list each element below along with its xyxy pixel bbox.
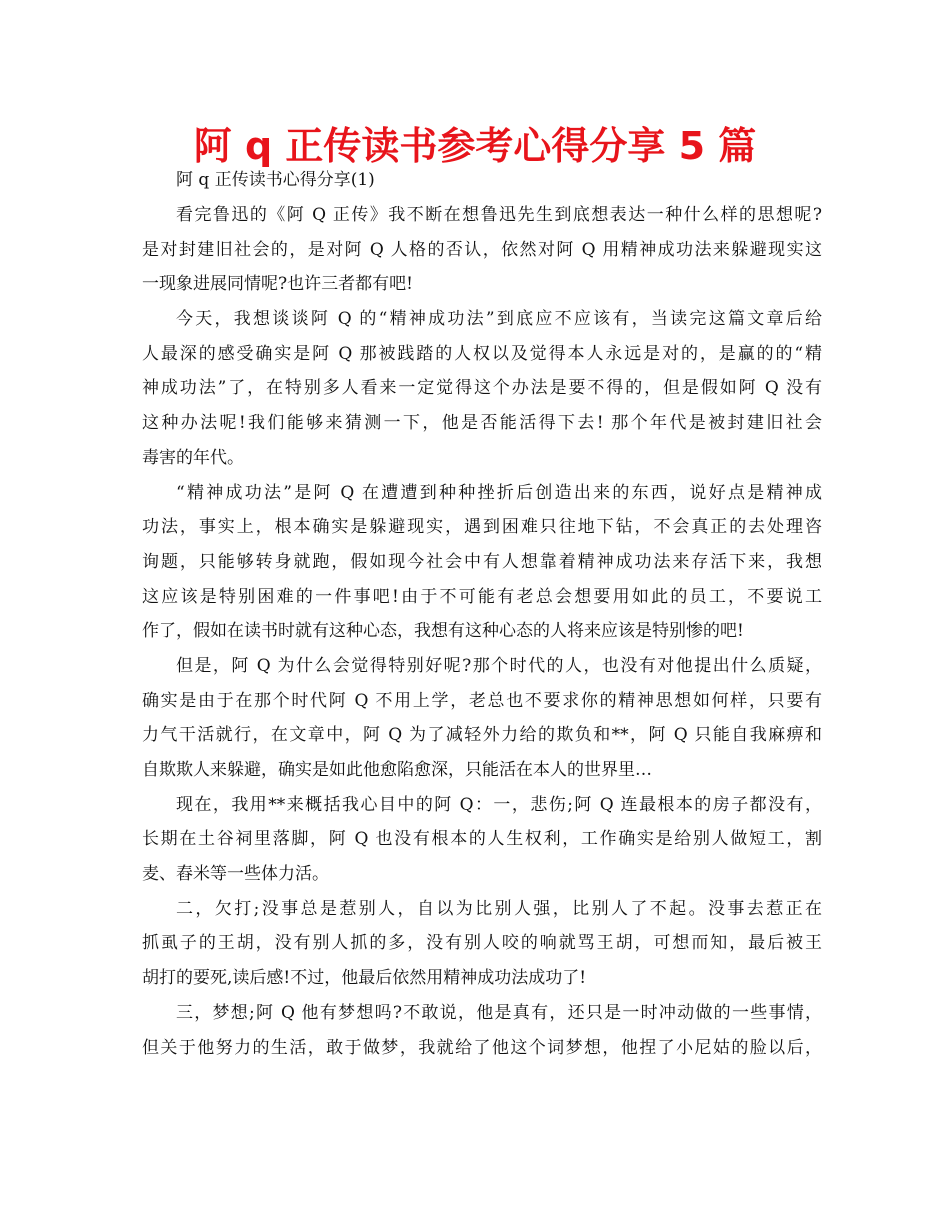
paragraph-line: 确实是由于在那个时代阿 Q 不用上学，老总也不要求你的精神思想如何样，只要有 [142, 690, 822, 711]
paragraph [142, 788, 822, 892]
paragraph-line: “精神成功法”是阿 Q 在遭遭到种种挫折后创造出来的东西，说好点是精神成 [176, 482, 822, 503]
paragraph-line: 毒害的年代。 [142, 447, 244, 468]
paragraph-line: 一现象进展同情呢?也许三者都有吧! [142, 274, 413, 295]
paragraph [142, 892, 822, 996]
paragraph-line: 长期在土谷祠里落脚，阿 Q 也没有根本的人生权利，工作确实是给别人做短工，割 [142, 829, 822, 850]
paragraph-line: 胡打的要死,读后感!不过，他最后依然用精神成功法成功了! [142, 968, 587, 989]
paragraph-line: 是对封建旧社会的，是对阿 Q 人格的否认，依然对阿 Q 用精神成功法来躲避现实这 [142, 239, 822, 260]
paragraph-line: 功法，事实上，根本确实是躲避现实，遇到困难只往地下钻，不会真正的去处理咨 [142, 517, 822, 538]
paragraph-line: 看完鲁迅的《阿 Q 正传》我不断在想鲁迅先生到底想表达一种什么样的思想呢? [176, 205, 822, 225]
paragraph-line: 这应该是特别困难的一件事吧!由于不可能有老总会想要用如此的员工，不要说工 [142, 586, 822, 607]
paragraph-line: 但是，阿 Q 为什么会觉得特别好呢?那个时代的人，也没有对他提出什么质疑， [176, 655, 822, 676]
paragraph-line: 作了，假如在读书时就有这种心态，我想有这种心态的人将来应该是特别惨的吧! [142, 621, 744, 642]
document-subtitle: 阿 q 正传读书心得分享(1) [176, 170, 375, 190]
paragraph-line: 力气干活就行，在文章中，阿 Q 为了减轻外力给的欺负和**，阿 Q 只能自我麻痹和 [142, 725, 822, 746]
paragraph-line: 抓虱子的王胡，没有别人抓的多，没有别人咬的响就骂王胡，可想而知，最后被王 [142, 933, 822, 954]
paragraph [142, 476, 822, 649]
paragraph-line: 但关于他努力的生活，敢于做梦，我就给了他这个词梦想，他捏了小尼姑的脸以后， [142, 1037, 822, 1058]
paragraph-line: 现在，我用**来概括我心目中的阿 Q：一，悲伤;阿 Q 连最根本的房子都没有， [176, 794, 822, 815]
paragraph [142, 996, 822, 1065]
document-body [142, 162, 822, 1065]
document-title: 阿 q 正传读书参考心得分享 5 篇 [193, 124, 757, 168]
paragraph-line: 今天，我想谈谈阿 Q 的“精神成功法”到底应不应该有，当读完这篇文章后给 [176, 309, 823, 330]
paragraph-line: 询题，只能够转身就跑，假如现今社会中有人想靠着精神成功法来存活下来，我想 [142, 551, 822, 572]
paragraph-line: 人最深的感受确实是阿 Q 那被践踏的人权以及觉得本人永远是对的，是赢的的“精 [142, 343, 822, 364]
paragraph [142, 198, 822, 302]
paragraph-line: 三，梦想;阿 Q 他有梦想吗?不敢说，他是真有，还只是一时冲动做的一些事情， [176, 1002, 822, 1023]
paragraph-line: 自欺欺人来躲避，确实是如此他愈陷愈深，只能活在本人的世界里… [142, 760, 652, 780]
paragraph [142, 649, 822, 788]
paragraph-list [142, 198, 822, 1065]
paragraph-line: 麦、舂米等一些体力活。 [142, 864, 329, 885]
paragraph-line: 二，欠打;没事总是惹别人，自以为比别人强，比别人了不起。没事去惹正在 [176, 898, 822, 919]
paragraph-line: 神成功法”了，在特别多人看来一定觉得这个办法是要不得的，但是假如阿 Q 没有 [142, 378, 822, 399]
paragraph-line: 这种办法呢!我们能够来猜测一下，他是否能活得下去! 那个年代是被封建旧社会 [142, 413, 822, 434]
paragraph [142, 302, 822, 475]
